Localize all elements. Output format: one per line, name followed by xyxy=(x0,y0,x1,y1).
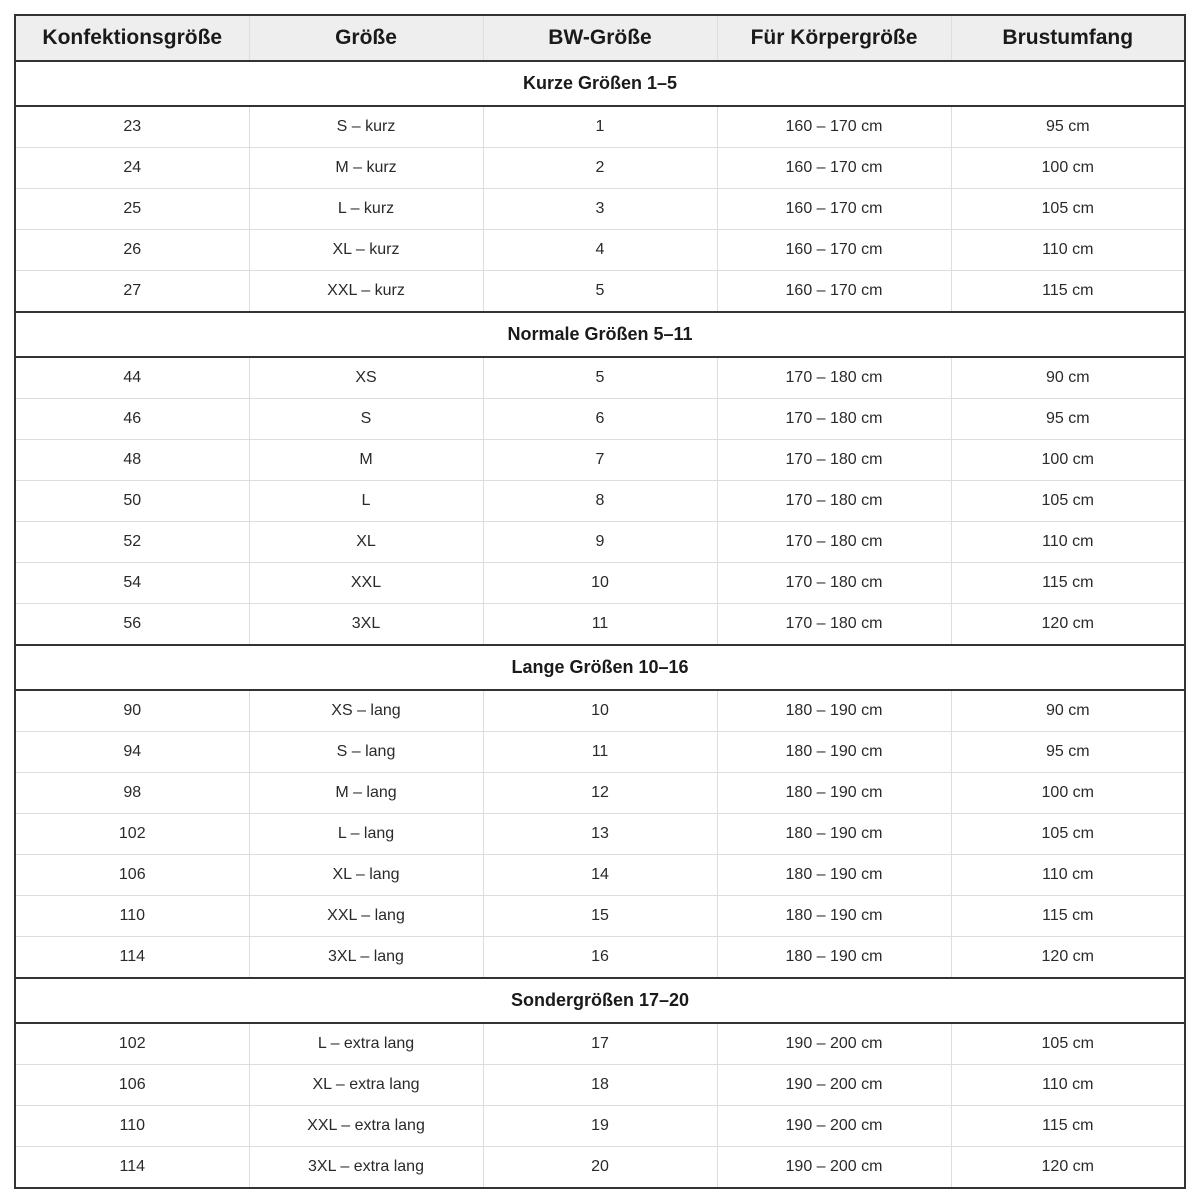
table-cell: 90 cm xyxy=(951,357,1185,399)
table-cell: 105 cm xyxy=(951,1023,1185,1065)
table-cell: 16 xyxy=(483,937,717,979)
table-cell: 26 xyxy=(15,230,249,271)
table-cell: 100 cm xyxy=(951,148,1185,189)
table-row xyxy=(15,690,1185,732)
column-header-brustumfang: Brustumfang xyxy=(951,15,1185,61)
table-cell: 5 xyxy=(483,357,717,399)
table-cell: 90 cm xyxy=(951,690,1185,732)
column-header-groesse: Größe xyxy=(249,15,483,61)
table-cell: 180 – 190 cm xyxy=(717,896,951,937)
table-cell: 170 – 180 cm xyxy=(717,604,951,646)
table-cell: 19 xyxy=(483,1106,717,1147)
table-cell: XXL xyxy=(249,563,483,604)
table-cell: M xyxy=(249,440,483,481)
table-cell: 105 cm xyxy=(951,189,1185,230)
table-cell: S xyxy=(249,399,483,440)
table-cell: 180 – 190 cm xyxy=(717,937,951,979)
table-row xyxy=(15,1023,1185,1065)
table-cell: 4 xyxy=(483,230,717,271)
table-cell: 5 xyxy=(483,271,717,313)
table-cell: 23 xyxy=(15,106,249,148)
table-row xyxy=(15,563,1185,604)
table-cell: 50 xyxy=(15,481,249,522)
section-header-row xyxy=(15,61,1185,106)
section-header-row xyxy=(15,978,1185,1023)
table-cell: S – lang xyxy=(249,732,483,773)
size-chart-table xyxy=(14,14,1186,1189)
table-row xyxy=(15,440,1185,481)
table-cell: XL – kurz xyxy=(249,230,483,271)
table-cell: 46 xyxy=(15,399,249,440)
table-cell: 106 xyxy=(15,855,249,896)
table-cell: 115 cm xyxy=(951,896,1185,937)
table-cell: 170 – 180 cm xyxy=(717,440,951,481)
table-cell: XL – lang xyxy=(249,855,483,896)
table-cell: 160 – 170 cm xyxy=(717,148,951,189)
table-cell: 170 – 180 cm xyxy=(717,399,951,440)
table-cell: 105 cm xyxy=(951,814,1185,855)
table-cell: 120 cm xyxy=(951,604,1185,646)
table-cell: 15 xyxy=(483,896,717,937)
section-title: Sondergrößen 17–20 xyxy=(15,978,1185,1023)
table-row xyxy=(15,773,1185,814)
table-row xyxy=(15,522,1185,563)
table-cell: XS xyxy=(249,357,483,399)
table-row xyxy=(15,481,1185,522)
column-header-konfektionsgroesse: Konfektionsgröße xyxy=(15,15,249,61)
table-cell: 106 xyxy=(15,1065,249,1106)
table-cell: 100 cm xyxy=(951,440,1185,481)
table-cell: 110 cm xyxy=(951,1065,1185,1106)
table-cell: 160 – 170 cm xyxy=(717,189,951,230)
table-row xyxy=(15,1106,1185,1147)
table-cell: 44 xyxy=(15,357,249,399)
table-cell: 1 xyxy=(483,106,717,148)
table-cell: 95 cm xyxy=(951,732,1185,773)
table-cell: XS – lang xyxy=(249,690,483,732)
table-cell: 190 – 200 cm xyxy=(717,1065,951,1106)
table-cell: 190 – 200 cm xyxy=(717,1147,951,1189)
table-cell: 95 cm xyxy=(951,399,1185,440)
table-cell: 190 – 200 cm xyxy=(717,1023,951,1065)
table-cell: 9 xyxy=(483,522,717,563)
table-cell: XL – extra lang xyxy=(249,1065,483,1106)
table-cell: XXL – lang xyxy=(249,896,483,937)
table-row xyxy=(15,189,1185,230)
table-row xyxy=(15,106,1185,148)
table-cell: 115 cm xyxy=(951,563,1185,604)
table-row xyxy=(15,230,1185,271)
table-row xyxy=(15,1065,1185,1106)
table-cell: 160 – 170 cm xyxy=(717,106,951,148)
table-cell: 180 – 190 cm xyxy=(717,855,951,896)
table-cell: 11 xyxy=(483,732,717,773)
table-cell: 52 xyxy=(15,522,249,563)
table-row xyxy=(15,732,1185,773)
table-cell: 98 xyxy=(15,773,249,814)
table-cell: 3XL – lang xyxy=(249,937,483,979)
table-cell: 13 xyxy=(483,814,717,855)
table-cell: 120 cm xyxy=(951,937,1185,979)
table-cell: 56 xyxy=(15,604,249,646)
table-row xyxy=(15,855,1185,896)
table-cell: 48 xyxy=(15,440,249,481)
table-cell: L – kurz xyxy=(249,189,483,230)
table-cell: 102 xyxy=(15,1023,249,1065)
table-row xyxy=(15,814,1185,855)
table-cell: S – kurz xyxy=(249,106,483,148)
table-cell: 25 xyxy=(15,189,249,230)
table-cell: 10 xyxy=(483,563,717,604)
table-cell: 102 xyxy=(15,814,249,855)
table-cell: 110 xyxy=(15,1106,249,1147)
table-cell: XXL – extra lang xyxy=(249,1106,483,1147)
section-header-row xyxy=(15,645,1185,690)
table-cell: 180 – 190 cm xyxy=(717,690,951,732)
table-row xyxy=(15,271,1185,313)
table-cell: 14 xyxy=(483,855,717,896)
table-cell: 95 cm xyxy=(951,106,1185,148)
table-cell: 110 cm xyxy=(951,855,1185,896)
section-title: Kurze Größen 1–5 xyxy=(15,61,1185,106)
table-cell: 190 – 200 cm xyxy=(717,1106,951,1147)
section-title: Lange Größen 10–16 xyxy=(15,645,1185,690)
table-cell: 3XL – extra lang xyxy=(249,1147,483,1189)
table-cell: 3XL xyxy=(249,604,483,646)
table-cell: L xyxy=(249,481,483,522)
table-cell: 94 xyxy=(15,732,249,773)
table-cell: L – lang xyxy=(249,814,483,855)
table-row xyxy=(15,357,1185,399)
table-cell: M – kurz xyxy=(249,148,483,189)
table-cell: 11 xyxy=(483,604,717,646)
table-row xyxy=(15,148,1185,189)
table-cell: 17 xyxy=(483,1023,717,1065)
table-cell: 110 cm xyxy=(951,230,1185,271)
table-cell: 120 cm xyxy=(1041,1158,1094,1175)
table-cell: 180 – 190 cm xyxy=(717,814,951,855)
table-row xyxy=(15,937,1185,979)
table-cell: 180 – 190 cm xyxy=(717,732,951,773)
column-header-bw-groesse: BW-Größe xyxy=(483,15,717,61)
table-cell: 6 xyxy=(483,399,717,440)
table-cell: 8 xyxy=(483,481,717,522)
table-row xyxy=(15,604,1185,646)
table-cell: 54 xyxy=(15,563,249,604)
table-cell: 110 cm xyxy=(951,522,1185,563)
table-cell: 170 – 180 cm xyxy=(717,563,951,604)
table-cell: 115 cm xyxy=(951,271,1185,313)
column-header-koerpergroesse: Für Körpergröße xyxy=(717,15,951,61)
table-cell: 170 – 180 cm xyxy=(717,357,951,399)
table-row xyxy=(15,896,1185,937)
table-cell: 24 xyxy=(15,148,249,189)
table-cell: 27 xyxy=(15,271,249,313)
table-cell: 100 cm xyxy=(951,773,1185,814)
table-cell: 20 xyxy=(483,1147,717,1189)
table-cell: 160 – 170 cm xyxy=(717,230,951,271)
table-cell: 170 – 180 cm xyxy=(717,481,951,522)
table-cell: XL xyxy=(249,522,483,563)
table-cell: 105 cm xyxy=(951,481,1185,522)
table-cell: 114 xyxy=(15,937,249,979)
table-cell: L – extra lang xyxy=(249,1023,483,1065)
table-cell: 160 – 170 cm xyxy=(717,271,951,313)
header-row xyxy=(15,15,1185,61)
table-cell: XXL – kurz xyxy=(249,271,483,313)
section-header-row xyxy=(15,312,1185,357)
table-cell: 12 xyxy=(483,773,717,814)
table-body xyxy=(15,61,1185,1188)
table-cell: 170 – 180 cm xyxy=(717,522,951,563)
table-header xyxy=(15,15,1185,61)
table-row xyxy=(15,399,1185,440)
table-cell: 2 xyxy=(483,148,717,189)
table-cell: 10 xyxy=(483,690,717,732)
table-cell: 7 xyxy=(483,440,717,481)
table-cell: 110 xyxy=(15,896,249,937)
table-cell: 90 xyxy=(15,690,249,732)
table-cell: M – lang xyxy=(249,773,483,814)
table-cell: 115 cm xyxy=(951,1106,1185,1147)
table-cell: 3 xyxy=(483,189,717,230)
table-cell: 18 xyxy=(483,1065,717,1106)
section-title: Normale Größen 5–11 xyxy=(15,312,1185,357)
table-row xyxy=(15,1147,1185,1189)
table-cell: 180 – 190 cm xyxy=(717,773,951,814)
table-cell: 114 xyxy=(15,1147,249,1189)
